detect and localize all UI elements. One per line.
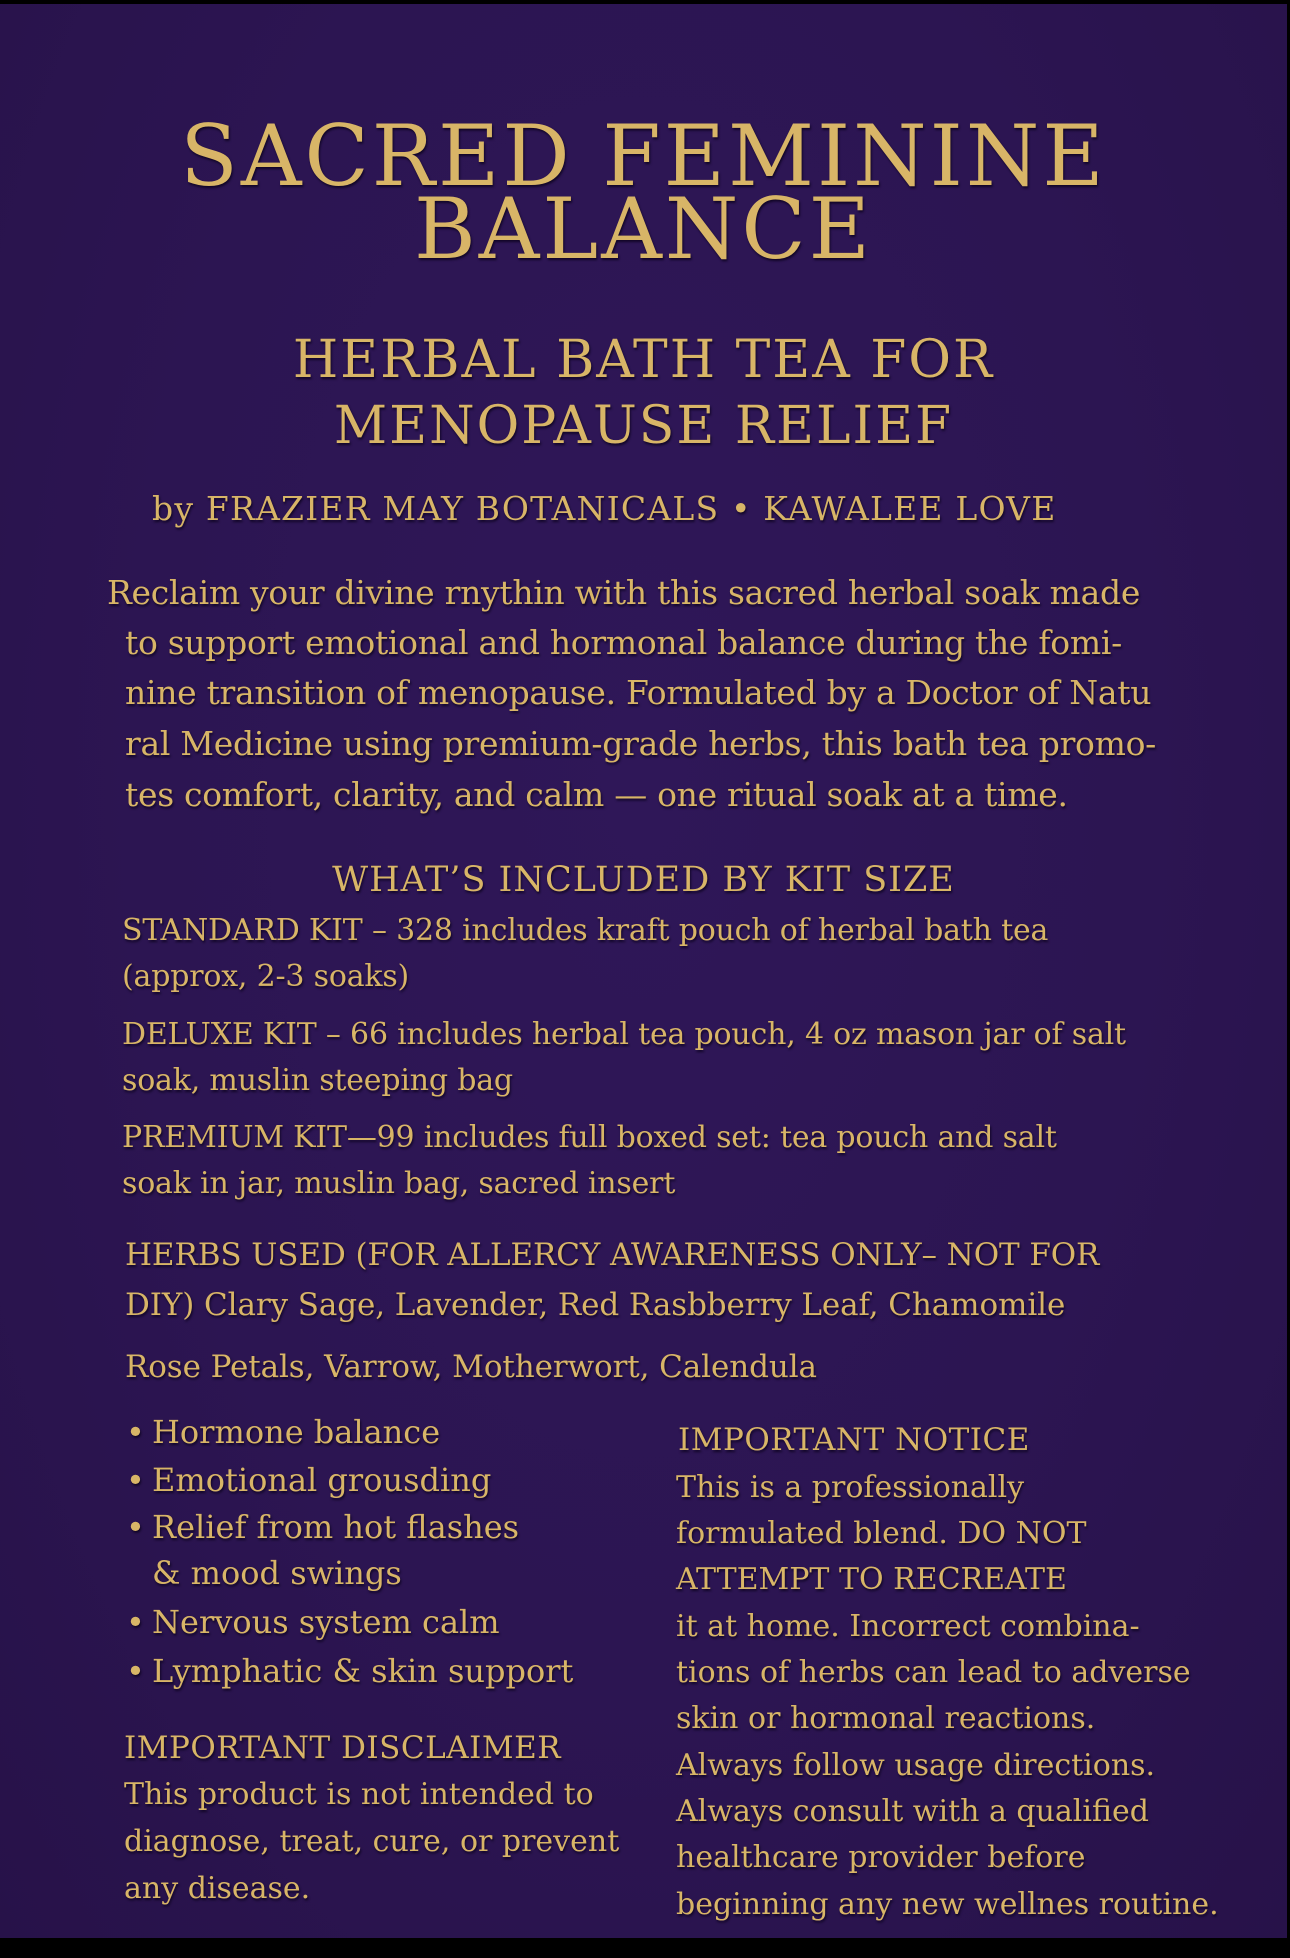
product-title-line-2: BALANCE bbox=[414, 180, 873, 278]
kit-premium-line-2: soak in jar, muslin bag, sacred insert bbox=[122, 1166, 676, 1201]
notice-line: ATTEMPT TO RECREATE bbox=[676, 1562, 1067, 1597]
notice-line: healthcare provider before bbox=[676, 1840, 1086, 1875]
notice-line: Always follow usage directions. bbox=[676, 1748, 1156, 1783]
benefit-item bbox=[126, 1461, 492, 1499]
benefit-item bbox=[126, 1603, 500, 1641]
bullet-icon: • bbox=[126, 1461, 145, 1499]
disclaimer-line: diagnose, treat, cure, or prevent bbox=[124, 1824, 620, 1859]
disclaimer-heading: IMPORTANT DISCLAIMER bbox=[124, 1730, 562, 1766]
benefit-item-continuation: & mood swings bbox=[152, 1554, 402, 1592]
benefit-item bbox=[126, 1413, 441, 1451]
benefit-label: Relief from hot flashes bbox=[152, 1508, 520, 1546]
disclaimer-line: This product is not intended to bbox=[124, 1777, 594, 1812]
kit-deluxe-line-2: soak, muslin steeping bag bbox=[122, 1063, 513, 1098]
notice-line: skin or hormonal reactions. bbox=[676, 1701, 1096, 1736]
kit-premium-line-1: PREMIUM KIT—99 includes full boxed set: tea pouch and salt bbox=[122, 1120, 1057, 1155]
notice-heading: IMPORTANT NOTICE bbox=[678, 1422, 1030, 1458]
benefit-label: Hormone balance bbox=[152, 1413, 441, 1451]
notice-line: it at home. Incorrect combina- bbox=[676, 1609, 1140, 1644]
herbs-line: Rose Petals, Varrow, Motherwort, Calendula bbox=[125, 1349, 817, 1385]
product-subtitle-line-2: MENOPAUSE RELIEF bbox=[333, 396, 954, 456]
product-title-line-1: SACRED FEMININE bbox=[180, 107, 1107, 205]
benefit-label: Nervous system calm bbox=[152, 1603, 500, 1641]
bullet-icon: • bbox=[126, 1508, 145, 1546]
herbs-line: DIY) Clary Sage, Lavender, Red Rasbberry Leaf, Chamomile bbox=[125, 1287, 1066, 1323]
benefit-label: Lymphatic & skin support bbox=[152, 1652, 574, 1690]
intro-line: ral Medicine using premium-grade herbs, this bath tea promo- bbox=[125, 724, 1157, 763]
kit-standard-line-2: (approx, 2-3 soaks) bbox=[122, 959, 410, 994]
product-subtitle-line-1: HERBAL BATH TEA FOR bbox=[292, 330, 995, 390]
benefit-label: Emotional grousding bbox=[152, 1461, 492, 1499]
notice-line: formulated blend. DO NOT bbox=[676, 1516, 1087, 1551]
herbs-line: HERBS USED (FOR ALLERCY AWARENESS ONLY– NOT FOR bbox=[125, 1237, 1100, 1273]
intro-line: to support emotional and hormonal balance during the fomi- bbox=[125, 623, 1122, 662]
notice-line: beginning any new wellnes routine. bbox=[676, 1887, 1219, 1922]
kit-deluxe-line-1: DELUXE KIT – 66 includes herbal tea pouch, 4 oz mason jar of salt bbox=[122, 1017, 1126, 1052]
intro-line: tes comfort, clarity, and calm — one ritual soak at a time. bbox=[125, 775, 1068, 814]
bullet-icon: • bbox=[126, 1652, 145, 1690]
intro-line: nine transition of menopause. Formulated by a Doctor of Natu bbox=[125, 673, 1152, 712]
brand-byline: by FRAZIER MAY BOTANICALS • KAWALEE LOVE bbox=[152, 489, 1057, 528]
disclaimer-line: any disease. bbox=[124, 1871, 311, 1906]
bottom-frame-bar bbox=[0, 1938, 1290, 1958]
kits-heading: WHAT’S INCLUDED BY KIT SIZE bbox=[332, 860, 955, 900]
bullet-icon: • bbox=[126, 1603, 145, 1641]
intro-line: Reclaim your divine rnythin with this sacred herbal soak made bbox=[107, 573, 1141, 612]
benefit-item bbox=[126, 1652, 574, 1690]
notice-line: This is a professionally bbox=[676, 1470, 1025, 1505]
notice-line: Always consult with a qualified bbox=[676, 1794, 1149, 1829]
benefit-item bbox=[126, 1508, 520, 1546]
kit-standard-line-1: STANDARD KIT – 328 includes kraft pouch of herbal bath tea bbox=[122, 913, 1049, 948]
product-label-panel bbox=[0, 4, 1287, 1938]
notice-line: tions of herbs can lead to adverse bbox=[676, 1655, 1191, 1690]
bullet-icon: • bbox=[126, 1413, 145, 1451]
